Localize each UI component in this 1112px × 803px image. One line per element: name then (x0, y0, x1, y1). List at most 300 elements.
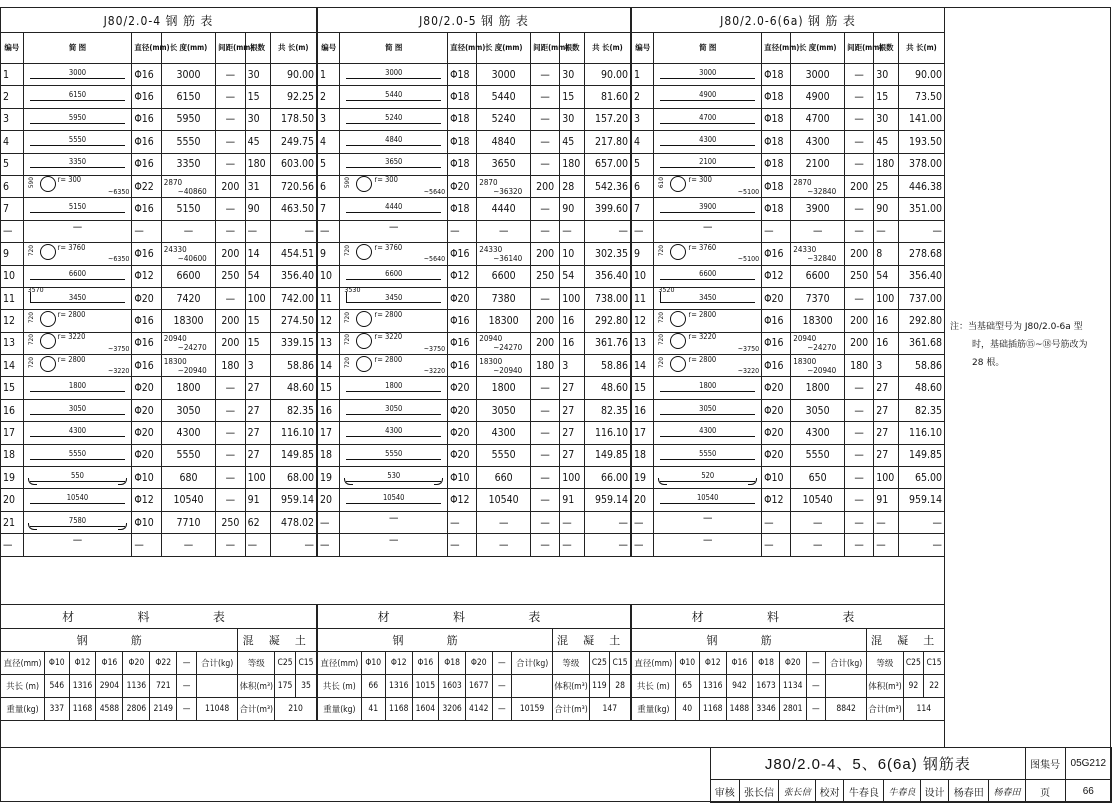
bar-count: 90 (245, 198, 270, 220)
rebar-shape-sketch (654, 443, 761, 464)
bar-length: 7380 (477, 287, 531, 309)
bar-length: — (477, 534, 531, 556)
materials-value: 4588 (96, 698, 123, 721)
bar-count: 90 (560, 198, 585, 220)
materials-value: Φ10 (45, 652, 69, 675)
hook-right-icon (434, 478, 443, 485)
rebar-shape-sketch (654, 309, 761, 330)
rebar-shape-sketch (340, 174, 447, 195)
ring-rebar-icon (670, 311, 686, 327)
shape-cell (23, 511, 132, 533)
shape-length-label: 4840 (385, 135, 403, 145)
bar-diameter: Φ12 (762, 265, 791, 287)
bar-length: 4300 (161, 422, 215, 444)
bar-number: 6 (1, 175, 24, 197)
bar-spacing: — (531, 444, 560, 466)
shape-cell (23, 243, 132, 265)
length-min: 24330 (163, 244, 187, 254)
shape-length-label: 3650 (385, 157, 403, 167)
table-row (318, 265, 631, 287)
bar-count: 3 (560, 355, 585, 377)
bar-spacing: — (531, 422, 560, 444)
rebar-shape-sketch (654, 534, 761, 555)
materials-value: Φ16 (412, 652, 439, 675)
rebar-line-icon (660, 391, 755, 392)
bar-total-length: 339.15 (270, 332, 317, 354)
length-min: 2870 (163, 177, 183, 187)
ring-rebar-icon (356, 244, 372, 260)
concrete-row-label: 等级 (867, 652, 903, 675)
bar-number: 12 (318, 310, 340, 332)
materials-row (318, 698, 631, 721)
shape-cell (654, 511, 762, 533)
table-row (632, 489, 945, 511)
materials-value: Φ16 (96, 652, 123, 675)
bar-count: 25 (874, 175, 899, 197)
materials-value: 3346 (753, 698, 780, 721)
materials-value: 2904 (96, 675, 123, 698)
shape-cell (340, 86, 448, 108)
bar-spacing: 200 (845, 243, 874, 265)
materials-table (631, 604, 945, 721)
bar-number: 16 (1, 399, 24, 421)
rebar-line-icon (660, 167, 755, 168)
rebar-shape-sketch (340, 264, 447, 285)
table-row (632, 108, 945, 130)
shape-dash: — (703, 220, 713, 233)
bar-diameter: Φ16 (132, 108, 161, 130)
bar-length: 18300 (791, 310, 845, 332)
rebar-shape-sketch (340, 221, 447, 242)
bar-count: 16 (560, 310, 585, 332)
bar-diameter: Φ20 (762, 444, 791, 466)
shape-cell (340, 243, 448, 265)
bar-diameter: Φ20 (132, 399, 161, 421)
bar-length: 5550 (791, 444, 845, 466)
shape-cell (340, 153, 448, 175)
bar-length (791, 243, 845, 265)
bar-total-length: 603.00 (270, 153, 317, 175)
steel-heading: 钢 筋 (1, 629, 238, 652)
drawing-title: J80/2.0-4、5、6(6a) 钢筋表 (711, 748, 1026, 780)
materials-value: Φ20 (123, 652, 150, 675)
bar-count: 27 (874, 444, 899, 466)
shape-length-label: 4900 (699, 90, 717, 100)
shape-cell (340, 310, 448, 332)
bar-spacing: 250 (216, 511, 245, 533)
bar-length: 10540 (477, 489, 531, 511)
table-row (318, 444, 631, 466)
length-min: 20940 (793, 334, 817, 344)
bar-total-length: 73.50 (898, 86, 944, 108)
bar-total-length: 274.50 (270, 310, 317, 332)
bar-total-length: 292.80 (584, 310, 630, 332)
bar-length: — (161, 220, 215, 242)
rebar-line-icon (30, 212, 126, 213)
length-min: 24330 (479, 244, 503, 254)
shape-cell (654, 131, 762, 153)
materials-value: — (177, 652, 197, 675)
table-row (1, 534, 317, 556)
bar-count: 27 (560, 399, 585, 421)
ring-side-dim: 720 (343, 334, 352, 346)
ring-length-label: ~3220 (737, 366, 760, 375)
rebar-shape-sketch (654, 242, 761, 263)
materials-value: 4142 (465, 698, 492, 721)
shape-cell (340, 131, 448, 153)
table-row (1, 198, 317, 220)
ring-rebar-icon (40, 244, 56, 260)
bar-total-length: 82.35 (270, 399, 317, 421)
bar-count: 27 (245, 444, 270, 466)
shape-cell (340, 175, 448, 197)
bar-length: 6150 (161, 86, 215, 108)
bar-total-length: 58.86 (584, 355, 630, 377)
bar-total-length: 478.02 (270, 511, 317, 533)
materials-table (317, 604, 631, 721)
bar-spacing: — (845, 86, 874, 108)
ring-radius-label: r= 3220 (57, 332, 86, 342)
table-row (632, 198, 945, 220)
materials-value (511, 675, 552, 698)
length-max: ~24270 (807, 343, 837, 353)
bar-total-length: 157.20 (584, 108, 630, 130)
concrete-heading: 混 凝 土 (867, 629, 945, 652)
bar-length: 5550 (161, 131, 215, 153)
hook-left-icon (344, 478, 353, 485)
materials-value: 合计(kg) (511, 652, 552, 675)
bar-length: — (791, 220, 845, 242)
table-row (318, 153, 631, 175)
column-header: 直径(mm) (448, 33, 477, 64)
rebar-shape-sketch (654, 197, 761, 218)
ring-radius-label: r= 3760 (374, 242, 403, 252)
bar-length: — (477, 511, 531, 533)
reviewer-name: 张长信 (739, 780, 779, 803)
bar-number: 17 (632, 422, 654, 444)
materials-value (825, 675, 866, 698)
bar-count: 54 (245, 265, 270, 287)
table-row (632, 399, 945, 421)
materials-value: Φ12 (69, 652, 96, 675)
materials-table-j80-6 (631, 604, 945, 721)
rebar-shape-sketch (24, 421, 132, 442)
rebar-shape-sketch (24, 264, 132, 285)
bar-diameter: Φ18 (762, 153, 791, 175)
bar-length: 4840 (477, 131, 531, 153)
materials-title: 材 料 表 (1, 605, 317, 629)
rebar-table-panel-j80-5 (317, 7, 631, 557)
concrete-value: C15 (610, 652, 631, 675)
bar-total-length: 454.51 (270, 243, 317, 265)
bar-count: — (560, 220, 585, 242)
bar-count: 27 (874, 377, 899, 399)
table-row (318, 511, 631, 533)
bar-count: — (874, 511, 899, 533)
rebar-line-icon (30, 526, 126, 527)
bar-spacing: — (216, 467, 245, 489)
shape-length-label: 3050 (68, 403, 87, 413)
column-header: 长 度(mm) (477, 33, 531, 64)
bar-length: 1800 (161, 377, 215, 399)
bar-diameter: Φ20 (448, 422, 477, 444)
materials-row-label: 重量(kg) (318, 698, 362, 721)
bar-diameter: Φ16 (448, 355, 477, 377)
bar-number: 11 (1, 287, 24, 309)
bar-length (161, 355, 215, 377)
bar-spacing: — (845, 534, 874, 556)
concrete-heading: 混 凝 土 (238, 629, 317, 652)
bar-diameter: Φ20 (762, 377, 791, 399)
shape-cell (23, 198, 132, 220)
bar-length: 4300 (477, 422, 531, 444)
designer-signature: 杨春田 (989, 780, 1026, 803)
ring-side-dim: 720 (343, 311, 352, 323)
ring-side-dim: 720 (26, 311, 35, 323)
materials-row (318, 675, 631, 698)
concrete-value: C25 (275, 652, 296, 675)
materials-value: 40 (675, 698, 699, 721)
bar-diameter: Φ20 (762, 399, 791, 421)
table-row (1, 64, 317, 86)
bar-spacing: — (531, 198, 560, 220)
ring-side-dim: 720 (343, 244, 352, 256)
materials-value: — (492, 698, 511, 721)
ring-side-dim: 720 (657, 244, 666, 256)
materials-value: 1136 (123, 675, 150, 698)
rebar-line-icon (346, 123, 441, 124)
bar-spacing: — (845, 287, 874, 309)
rebar-line-icon (660, 212, 755, 213)
bar-length: 7370 (791, 287, 845, 309)
bar-diameter: Φ16 (762, 243, 791, 265)
shape-dash: — (72, 220, 83, 233)
bar-diameter: Φ16 (132, 64, 161, 86)
rebar-shape-sketch (24, 63, 132, 84)
bar-count: 180 (560, 153, 585, 175)
bar-diameter: Φ18 (762, 175, 791, 197)
materials-value: 1316 (69, 675, 96, 698)
bar-number: 6 (632, 175, 654, 197)
bar-spacing: — (216, 131, 245, 153)
bar-count: 30 (245, 64, 270, 86)
length-min: 24330 (793, 244, 817, 254)
column-header: 根数 (560, 33, 585, 64)
bar-spacing: — (845, 399, 874, 421)
bar-length: 5240 (477, 108, 531, 130)
bar-spacing: — (216, 198, 245, 220)
bar-diameter: Φ10 (448, 467, 477, 489)
bar-number: 7 (1, 198, 24, 220)
bar-diameter: — (132, 220, 161, 242)
bar-length: 6600 (161, 265, 215, 287)
shape-dash: — (389, 534, 399, 547)
table-row (1, 131, 317, 153)
shape-length-label: 6600 (385, 269, 403, 279)
rebar-shape-sketch (654, 331, 761, 352)
table-row (318, 467, 631, 489)
bar-total-length: 737.00 (898, 287, 944, 309)
table-row (318, 422, 631, 444)
bar-number: 15 (1, 377, 24, 399)
bar-spacing: — (845, 108, 874, 130)
bar-number: 3 (318, 108, 340, 130)
materials-value: — (492, 675, 511, 698)
materials-value: 1316 (385, 675, 412, 698)
bar-diameter: Φ16 (132, 153, 161, 175)
ring-rebar-icon (670, 333, 686, 349)
rebar-shape-sketch (654, 421, 761, 442)
bar-diameter: Φ16 (448, 243, 477, 265)
hook-right-icon (118, 478, 127, 485)
ring-side-dim: 720 (26, 334, 35, 346)
length-min: 18300 (163, 356, 187, 366)
length-max: ~20940 (807, 365, 837, 375)
shape-length-label: 1800 (385, 381, 403, 391)
bar-spacing: — (531, 108, 560, 130)
bar-diameter: Φ12 (132, 265, 161, 287)
bent-top-label: 3520 (658, 286, 675, 295)
bar-total-length: — (898, 220, 944, 242)
table-row (1, 220, 317, 242)
bar-diameter: Φ18 (762, 86, 791, 108)
materials-row (632, 652, 945, 675)
bar-spacing: — (845, 153, 874, 175)
bar-count: 10 (560, 243, 585, 265)
rebar-shape-sketch (654, 376, 761, 397)
shape-cell (654, 310, 762, 332)
shape-length-label: 3000 (699, 67, 717, 77)
rebar-line-icon (30, 145, 126, 146)
bar-number: 3 (1, 108, 24, 130)
shape-length-label: 2100 (699, 157, 717, 167)
length-min: 2870 (793, 177, 812, 187)
rebar-shape-sketch (654, 63, 761, 84)
bar-total-length: — (270, 534, 317, 556)
rebar-line-icon (660, 414, 755, 415)
ring-side-dim: 720 (657, 311, 666, 323)
materials-row (1, 675, 317, 698)
bar-diameter: Φ20 (448, 444, 477, 466)
bar-spacing: 200 (216, 332, 245, 354)
bar-total-length: 90.00 (898, 64, 944, 86)
bar-count: 27 (560, 422, 585, 444)
bar-number: 5 (632, 153, 654, 175)
bar-total-length: 959.14 (270, 489, 317, 511)
bar-count: 100 (874, 287, 899, 309)
bar-spacing: — (216, 534, 245, 556)
bar-total-length: — (584, 534, 630, 556)
bar-count: 45 (245, 131, 270, 153)
bar-count: 15 (560, 86, 585, 108)
shape-cell (340, 355, 448, 377)
bar-diameter: Φ10 (762, 467, 791, 489)
shape-cell (654, 377, 762, 399)
bar-count: 27 (245, 399, 270, 421)
rebar-line-icon (346, 279, 441, 280)
column-header: 直径(mm) (132, 33, 161, 64)
bar-number: 20 (632, 489, 654, 511)
bar-total-length: 116.10 (270, 422, 317, 444)
bar-count: 100 (560, 287, 585, 309)
table-row (1, 265, 317, 287)
bar-diameter: Φ10 (132, 467, 161, 489)
concrete-row-label: 合计(m³) (553, 698, 589, 721)
bar-length: 5550 (161, 444, 215, 466)
bar-diameter: — (132, 534, 161, 556)
bar-number: 12 (632, 310, 654, 332)
bar-length: 5150 (161, 198, 215, 220)
shape-cell (340, 534, 448, 556)
rebar-line-icon (30, 123, 126, 124)
materials-row (318, 652, 631, 675)
bar-total-length: 292.80 (898, 310, 944, 332)
materials-value: 1603 (439, 675, 466, 698)
shape-cell (340, 64, 448, 86)
rebar-shape-sketch (340, 63, 447, 84)
rebar-shape-sketch (654, 152, 761, 173)
bar-diameter: Φ16 (132, 131, 161, 153)
shape-cell (23, 220, 132, 242)
ring-rebar-icon (40, 356, 56, 372)
bar-spacing: 250 (531, 265, 560, 287)
shape-cell (340, 489, 448, 511)
materials-row (1, 698, 317, 721)
bent-top-label: 3570 (27, 286, 44, 295)
materials-value: 8842 (825, 698, 866, 721)
bar-spacing: — (845, 131, 874, 153)
rebar-shape-sketch (340, 488, 447, 509)
ring-length-label: ~3220 (108, 366, 130, 375)
materials-title: 材 料 表 (318, 605, 631, 629)
shape-cell (340, 287, 448, 309)
rebar-line-icon (30, 391, 126, 392)
bar-length: — (791, 534, 845, 556)
shape-cell (23, 287, 132, 309)
ring-side-dim: 720 (657, 334, 666, 346)
bar-count: 180 (245, 153, 270, 175)
shape-cell (23, 444, 132, 466)
steel-heading: 钢 筋 (632, 629, 867, 652)
bar-spacing: — (845, 489, 874, 511)
bar-total-length: 82.35 (584, 399, 630, 421)
shape-length-label: 3050 (385, 403, 403, 413)
shape-length-label: 7580 (68, 515, 87, 525)
bar-spacing: 180 (531, 355, 560, 377)
length-max: ~32840 (807, 186, 837, 196)
shape-cell (654, 153, 762, 175)
bar-diameter: Φ18 (448, 86, 477, 108)
bar-spacing: — (216, 422, 245, 444)
bar-diameter: Φ18 (448, 64, 477, 86)
ring-length-label: ~6350 (108, 255, 130, 264)
bar-total-length: 738.00 (584, 287, 630, 309)
bar-spacing: — (845, 444, 874, 466)
bar-length: 7710 (161, 511, 215, 533)
bar-diameter: Φ20 (762, 422, 791, 444)
table-row (1, 86, 317, 108)
shape-cell (654, 175, 762, 197)
bar-number: 1 (632, 64, 654, 86)
bar-spacing: — (845, 467, 874, 489)
bar-count: 27 (560, 444, 585, 466)
bar-total-length: 58.86 (270, 355, 317, 377)
length-max: ~32840 (807, 253, 837, 263)
shape-cell (654, 108, 762, 130)
bar-total-length: 356.40 (270, 265, 317, 287)
bar-number: 9 (1, 243, 24, 265)
bar-number: — (632, 220, 654, 242)
